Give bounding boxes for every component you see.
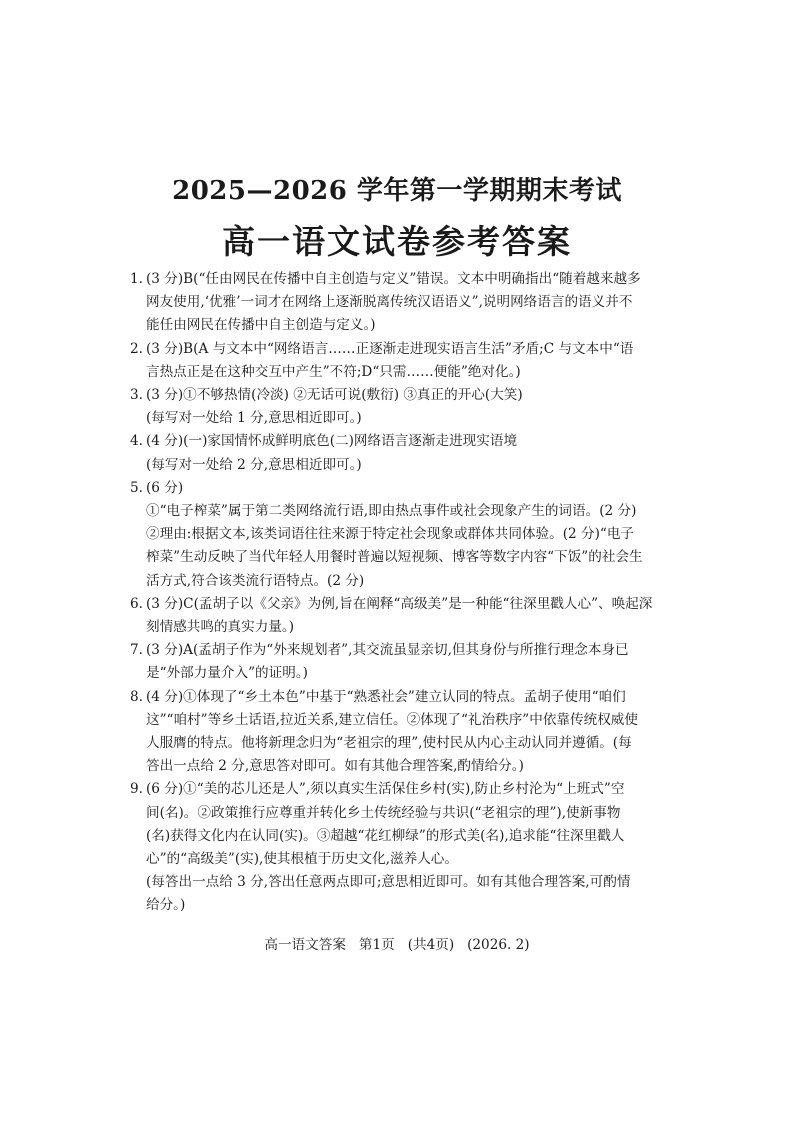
answer-text-line: (3 分)A(孟胡子作为“外来规划者”,其交流虽显亲切,但其身份与所推行理念本身已: [146, 642, 629, 659]
exam-title: 2025—2026 学年第一学期期末考试: [172, 176, 622, 206]
answer-text-line: (名)获得文化内在认同(实)。③超越“花红柳绿”的形式美(名),追求能“往深里戳人: [146, 827, 625, 844]
answer-text-line: (4 分)①体现了“乡土本色”中基于“熟悉社会”建立认同的特点。孟胡子使用“咱们: [146, 688, 626, 705]
answer-item: [130, 338, 670, 384]
answer-text-line: ①“电子榨菜”属于第二类网络流行语,即由热点事件或社会现象产生的词语。(2 分): [146, 503, 637, 520]
question-number: 4.: [130, 433, 143, 450]
answer-item: [130, 778, 670, 917]
answer-text-line: 刻情感共鸣的真实力量。): [146, 619, 295, 636]
question-number: 3.: [130, 387, 143, 404]
answer-text-line: 人服膺的特点。他将新理念归为“老祖宗的理”,使村民从内心主动认同并遵循。(每: [146, 735, 632, 752]
answer-item: [130, 384, 670, 430]
answer-text-line: 是“外部力量介入”的证明。): [146, 665, 308, 682]
answer-text-line: ②理由:根据文本,该类词语往往来源于特定社会现象或群体共同体验。(2 分)“电子: [146, 526, 635, 543]
answer-text-line: (每写对一处给 2 分,意思相近即可。): [146, 456, 362, 473]
page-footer: 高一语文答案 第1页 (共4页) (2026. 2): [264, 937, 530, 953]
answer-text-line: (3 分)①不够热情(冷淡) ②无话可说(敷衍) ③真正的开心(大笑): [146, 387, 523, 404]
question-number: 6.: [130, 595, 143, 612]
answer-text-line: 能任由网民在传播中自主创造与定义。): [146, 317, 376, 334]
answer-item: [130, 593, 670, 639]
answer-text-line: 榨菜”生动反映了当代年轻人用餐时普遍以短视频、博客等数字内容“下饭”的社会生: [146, 549, 643, 566]
answer-text-line: 言热点正是在这种交互中产生”不符;D“只需……便能”绝对化。): [146, 363, 521, 380]
answer-text-line: (3 分)C(孟胡子以《父亲》为例,旨在阐释“高级美”是一种能“往深里戳人心”、唤起深: [146, 595, 653, 612]
answer-text-line: (每写对一处给 1 分,意思相近即可。): [146, 410, 362, 427]
question-number: 2.: [130, 340, 143, 357]
answer-item: [130, 430, 670, 476]
answer-text-line: 给分。): [146, 897, 186, 914]
answer-text-line: 这”“咱村”等乡土话语,拉近关系,建立信任。②体现了“礼治秩序”中依靠传统权威使: [146, 711, 638, 728]
answer-text-line: (3 分)B(A 与文本中“网络语言……正逐渐走进现实语言生活”矛盾;C 与文本中“语: [146, 340, 634, 357]
answer-text-line: 心”的“高级美”(实),使其根植于历史文化,滋养人心。: [146, 851, 458, 868]
answer-item: [130, 477, 670, 593]
question-number: 5.: [130, 479, 143, 496]
question-number: 7.: [130, 642, 143, 659]
answer-text-line: 活方式,符合该类流行语特点。(2 分): [146, 572, 365, 589]
question-number: 1.: [130, 271, 143, 287]
answer-text-line: 网友使用,‘优雅’一词才在网络上逐渐脱离传统汉语语义”,说明网络语言的语义并不: [146, 294, 633, 311]
question-number: 8.: [130, 688, 143, 705]
answer-item: [130, 268, 670, 338]
answer-text-line: (每答出一点给 3 分,答出任意两点即可;意思相近即可。如有其他合理答案,可酌情: [146, 874, 631, 891]
question-number: 9.: [130, 781, 143, 798]
answer-text-line: (3 分)B(“任由网民在传播中自主创造与定义”错误。文本中明确指出“随着越来越多: [146, 271, 641, 287]
answer-text-line: 答出一点给 2 分,意思答对即可。如有其他合理答案,酌情给分。): [146, 758, 524, 775]
answer-text-line: (6 分): [146, 479, 184, 496]
answer-text-line: (6 分)①“美的芯儿还是人”,须以真实生活保住乡村(实),防止乡村沦为“上班式”空: [146, 781, 625, 798]
answer-item: [130, 686, 670, 779]
answer-text-line: 间(名)。②政策推行应尊重并转化乡土传统经验与共识(“老祖宗的理”),使新事物: [146, 804, 621, 821]
document-title: 高一语文试卷参考答案: [222, 222, 572, 261]
answer-text-line: (4 分)(一)家国情怀成鲜明底色(二)网络语言逐渐走进现实语境: [146, 433, 518, 450]
answer-list: [130, 268, 670, 918]
answer-item: [130, 639, 670, 685]
